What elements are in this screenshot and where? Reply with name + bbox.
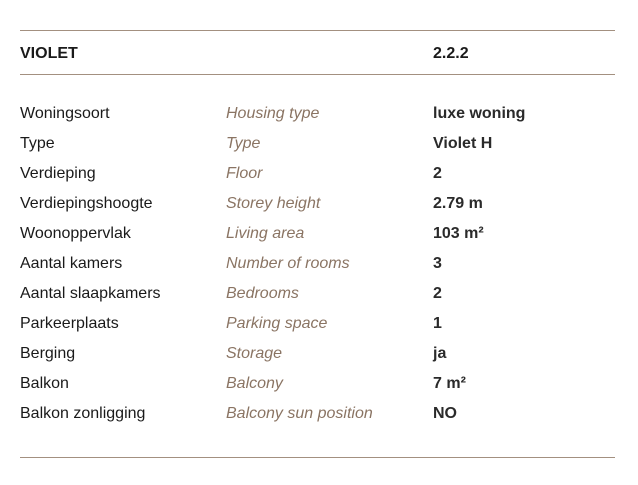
label-dutch: Woonoppervlak [20,225,131,242]
spec-row-balcony [20,374,615,404]
label-english: Parking space [226,315,328,332]
spec-value: 3 [433,255,442,272]
spec-value: 2 [433,165,442,182]
spec-value: 1 [433,315,442,332]
unit-header [20,44,615,64]
spec-row-housing-type [20,104,615,134]
label-english: Floor [226,165,263,182]
spec-row-bedrooms [20,284,615,314]
specification-table [20,104,615,434]
top-divider [20,30,615,31]
label-dutch: Woningsoort [20,105,110,122]
spec-value: 2.79 m [433,195,483,212]
label-english: Storage [226,345,283,362]
label-dutch: Type [20,135,55,152]
label-dutch: Balkon zonligging [20,405,146,422]
spec-value: Violet H [433,135,493,152]
spec-value: 2 [433,285,442,302]
label-dutch: Aantal kamers [20,255,123,272]
label-dutch: Balkon [20,375,69,392]
spec-value: ja [433,345,447,362]
label-english: Housing type [226,105,320,122]
label-dutch: Berging [20,345,76,362]
label-english: Balcony sun position [226,405,373,422]
spec-row-living-area [20,224,615,254]
label-english: Number of rooms [226,255,350,272]
spec-row-balcony-sun-position [20,404,615,434]
spec-row-storage [20,344,615,374]
label-dutch: Parkeerplaats [20,315,119,332]
spec-row-parking-space [20,314,615,344]
label-english: Type [226,135,261,152]
label-dutch: Verdiepingshoogte [20,195,153,212]
spec-value: luxe woning [433,105,526,122]
label-english: Living area [226,225,305,242]
spec-value: 7 m² [433,375,466,392]
spec-value: 103 m² [433,225,484,242]
label-dutch: Verdieping [20,165,96,182]
label-english: Storey height [226,195,321,212]
label-english: Balcony [226,375,283,392]
label-english: Bedrooms [226,285,299,302]
spec-row-floor [20,164,615,194]
bottom-divider [20,457,615,458]
label-dutch: Aantal slaapkamers [20,285,161,302]
spec-row-storey-height [20,194,615,224]
spec-value: NO [433,405,457,422]
spec-row-type [20,134,615,164]
spec-row-number-of-rooms [20,254,615,284]
header-divider [20,74,615,75]
unit-code: 2.2.2 [433,45,469,62]
unit-name: VIOLET [20,45,78,62]
